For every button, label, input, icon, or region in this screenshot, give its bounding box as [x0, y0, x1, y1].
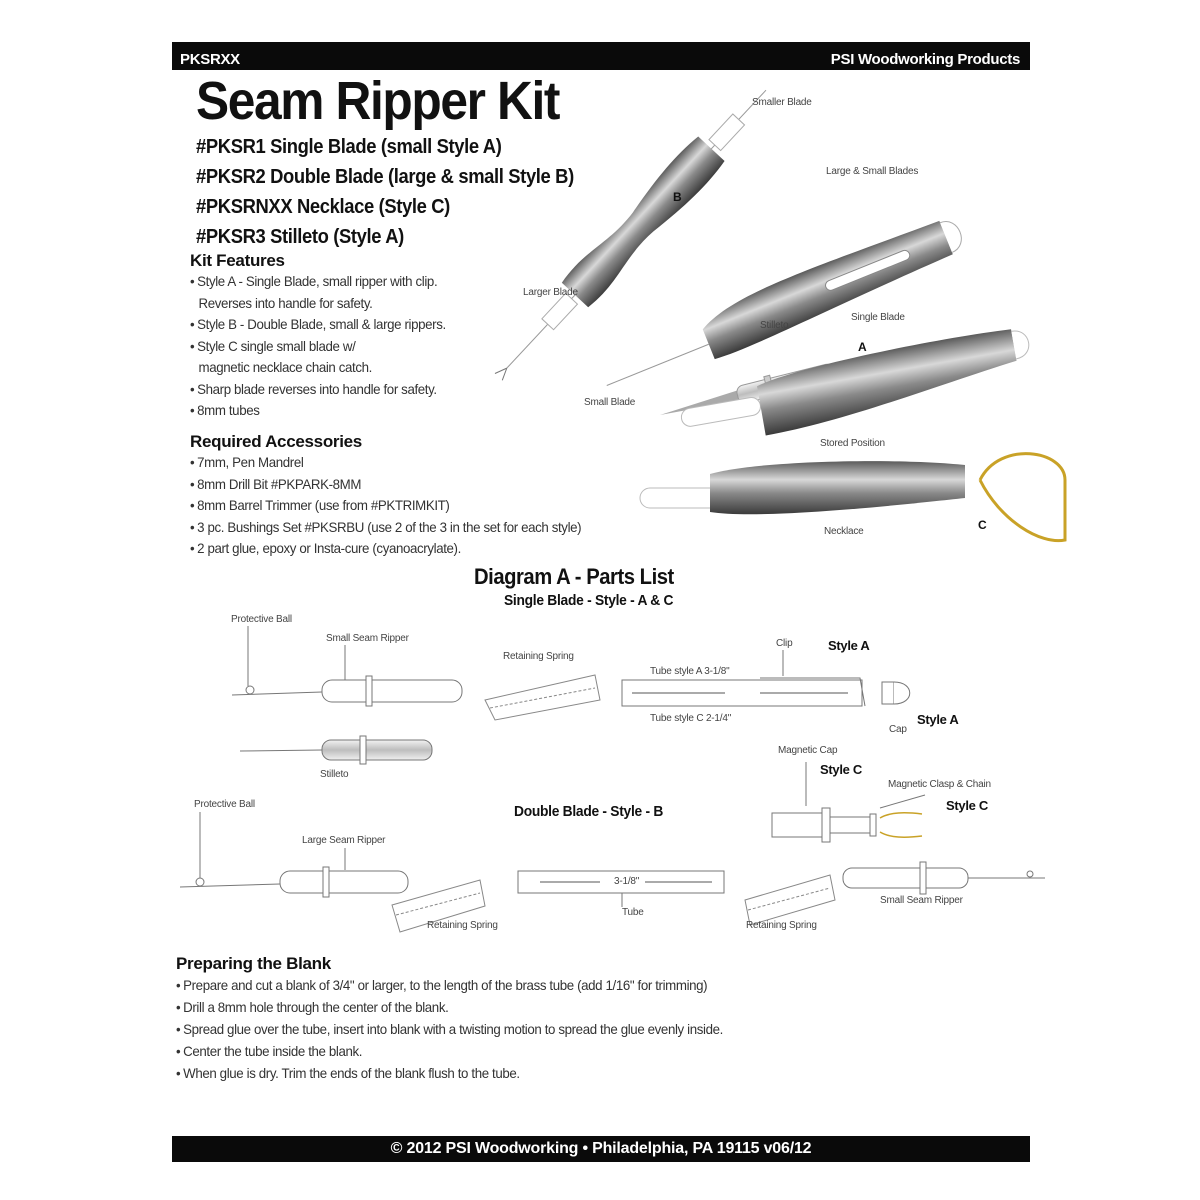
label-stilleto-diagram: Stilleto: [320, 769, 349, 780]
label-magnetic-clasp: Magnetic Clasp & Chain: [888, 779, 991, 790]
label-retaining-spring-3: Retaining Spring: [746, 920, 817, 931]
feature-item: • 8mm tubes: [190, 400, 446, 422]
preparing-section: [176, 954, 752, 1084]
accessories-heading: Required Accessories: [190, 432, 362, 451]
label-large-seam-ripper: Large Seam Ripper: [302, 835, 386, 846]
label-style-c-2: Style C: [946, 798, 988, 813]
brand-name: PSI Woodworking Products: [830, 51, 1020, 68]
necklace-chain: [980, 454, 1065, 541]
footer-bar: [172, 1136, 1030, 1162]
preparing-item: • Center the tube inside the blank.: [176, 1040, 723, 1062]
label-magnetic-cap: Magnetic Cap: [778, 745, 838, 756]
diagram-single-heading: Single Blade - Style - A & C: [504, 592, 674, 609]
footer-text: © 2012 PSI Woodworking • Philadelphia, PA 19115 v06/12: [390, 1140, 812, 1157]
stilleto-diagram: [240, 736, 432, 764]
label-retaining-spring-2: Retaining Spring: [427, 920, 498, 931]
feature-item: • Style B - Double Blade, small & large rippers.: [190, 314, 446, 336]
label-letter-c: C: [978, 518, 987, 532]
tube-diagram-a: [622, 650, 910, 706]
page-title: Seam Ripper Kit: [196, 71, 560, 131]
label-larger-blade: Larger Blade: [523, 287, 578, 298]
label-tube-style-a: Tube style A 3-1/8": [650, 666, 730, 677]
label-tube-style-c: Tube style C 2-1/4": [650, 713, 732, 724]
label-tube: Tube: [622, 907, 644, 918]
preparing-item: • Drill a 8mm hole through the center of the blank.: [176, 996, 723, 1018]
label-letter-a: A: [858, 340, 867, 354]
retaining-spring-diagram-3: [745, 875, 835, 925]
preparing-item: • When glue is dry. Trim the ends of the blank flush to the tube.: [176, 1062, 723, 1084]
label-retaining-spring-1: Retaining Spring: [503, 651, 574, 662]
label-small-seam-ripper-1: Small Seam Ripper: [326, 633, 409, 644]
retaining-spring-diagram-1: [485, 675, 600, 720]
label-necklace: Necklace: [824, 526, 864, 537]
accessory-item: • 8mm Barrel Trimmer (use from #PKTRIMKIT): [190, 495, 581, 517]
accessory-item: • 3 pc. Bushings Set #PKSRBU (use 2 of the 3 in the set for each style): [190, 517, 581, 539]
preparing-item: • Spread glue over the tube, insert into blank with a twisting motion to spread the glue evenly inside.: [176, 1018, 723, 1040]
label-protective-ball-2: Protective Ball: [194, 799, 255, 810]
diagram-title: Diagram A - Parts List: [474, 564, 674, 589]
label-small-blade: Small Blade: [584, 397, 636, 408]
label-stored-position: Stored Position: [820, 438, 885, 449]
label-style-a-1: Style A: [828, 638, 870, 653]
label-cap: Cap: [889, 724, 907, 735]
label-small-seam-ripper-2: Small Seam Ripper: [880, 895, 963, 906]
feature-item: • Style A - Single Blade, small ripper with clip.: [190, 271, 446, 293]
large-seam-ripper-diagram: [180, 812, 408, 897]
feature-item: • Style C single small blade w/: [190, 336, 446, 358]
label-protective-ball-1: Protective Ball: [231, 614, 292, 625]
label-smaller-blade: Smaller Blade: [752, 97, 812, 108]
accessory-item: • 2 part glue, epoxy or Insta-cure (cyanoacrylate).: [190, 538, 581, 560]
label-tube-length: 3-1/8": [611, 876, 642, 887]
feature-item: magnetic necklace chain catch.: [198, 359, 372, 375]
label-style-a-2: Style A: [917, 712, 959, 727]
accessory-item: • 8mm Drill Bit #PKPARK-8MM: [190, 474, 581, 496]
label-style-c-1: Style C: [820, 762, 862, 777]
small-seam-ripper-diagram-2: [843, 862, 1045, 894]
diagram-double-heading: Double Blade - Style - B: [514, 803, 664, 820]
product-item: #PKSR1 Single Blade (small Style A): [196, 136, 502, 158]
label-large-small-blades: Large & Small Blades: [826, 166, 919, 177]
product-code: PKSRXX: [180, 51, 240, 68]
product-item: #PKSRNXX Necklace (Style C): [196, 196, 450, 218]
feature-item: Reverses into handle for safety.: [198, 294, 373, 311]
label-letter-b: B: [673, 190, 682, 204]
feature-item: • Sharp blade reverses into handle for safety.: [190, 379, 446, 401]
kit-features-heading: Kit Features: [190, 251, 285, 270]
product-item: #PKSR3 Stilleto (Style A): [196, 226, 404, 248]
product-item: #PKSR2 Double Blade (large & small Style B): [196, 166, 574, 188]
preparing-heading: Preparing the Blank: [176, 954, 331, 973]
label-single-blade: Single Blade: [851, 312, 905, 323]
accessory-item: • 7mm, Pen Mandrel: [190, 452, 581, 474]
label-clip: Clip: [776, 638, 793, 649]
label-stilleto: Stilleto: [760, 320, 789, 331]
preparing-item: • Prepare and cut a blank of 3/4" or larger, to the length of the brass tube (add 1/16" for trimming): [176, 974, 723, 996]
